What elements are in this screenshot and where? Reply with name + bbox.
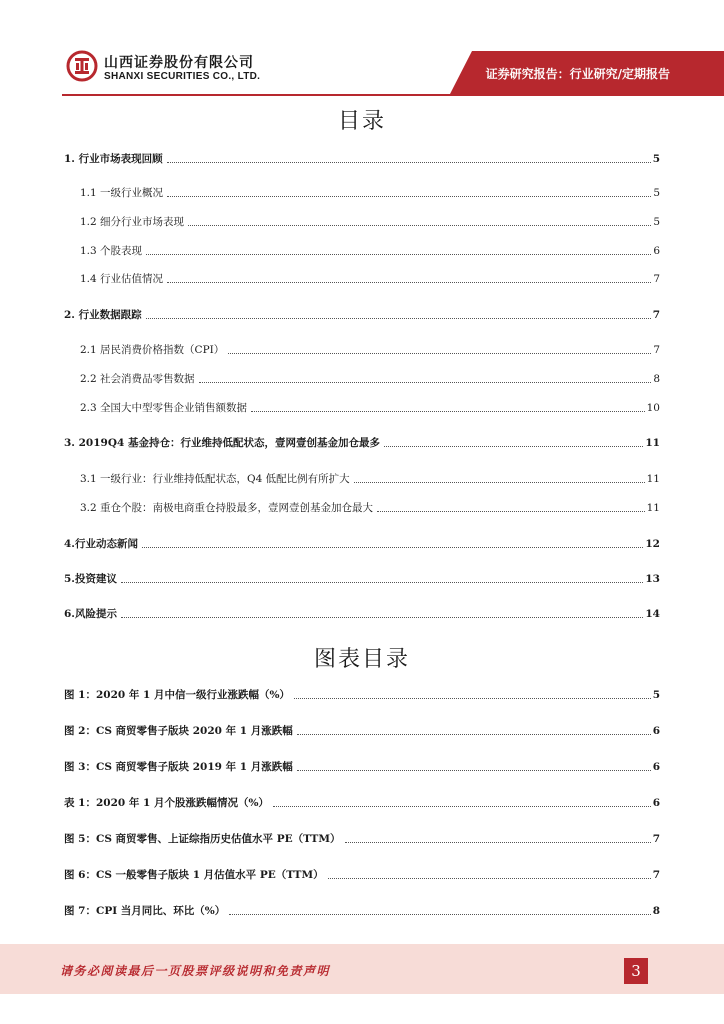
figure-entry-text: 图 7：CPI 当月同比、环比（%） (64, 905, 226, 917)
toc-entry-page: 5 (653, 216, 660, 228)
toc-entry-text: 1.3 个股表现 (80, 245, 143, 257)
toc-entry-page: 5 (652, 153, 660, 165)
figure-entry[interactable] (64, 722, 660, 738)
toc-entry[interactable] (64, 434, 660, 450)
toc-entry[interactable] (80, 499, 660, 515)
toc-entry-page: 5 (653, 187, 660, 199)
toc-entry-page: 7 (652, 309, 660, 321)
toc-entry-page: 11 (646, 473, 660, 485)
figure-entry-page: 6 (652, 797, 660, 809)
toc-entry-page: 11 (645, 437, 660, 449)
toc-entry-page: 8 (653, 373, 660, 385)
toc-entry-text: 3.2 重仓个股：南极电商重仓持股最多，壹网壹创基金加仓最大 (80, 502, 374, 514)
report-type-label: 证券研究报告：行业研究/定期报告 (485, 67, 670, 81)
toc-title: 目录 (337, 109, 386, 134)
disclaimer-text: 请务必阅读最后一页股票评级说明和免责声明 (60, 964, 331, 978)
figure-entry[interactable] (64, 794, 660, 810)
toc-entry[interactable] (80, 270, 660, 286)
toc-entry[interactable] (64, 605, 660, 621)
toc-entry-page: 12 (645, 538, 660, 550)
header-divider (62, 94, 724, 96)
figure-entry-text: 表 1：2020 年 1 月个股涨跌幅情况（%） (64, 797, 269, 809)
toc-entry-page: 7 (653, 344, 660, 356)
company-name-cn: 山西证券股份有限公司 (104, 55, 254, 71)
toc-entry-text: 2.2 社会消费品零售数据 (80, 373, 195, 385)
toc-entry[interactable] (80, 184, 660, 200)
toc-entry[interactable] (64, 535, 660, 551)
toc-entry-text: 6.风险提示 (64, 608, 117, 620)
company-logo-icon (66, 50, 98, 82)
toc-entry-text: 5.投资建议 (64, 573, 117, 585)
toc-entry-page: 14 (645, 608, 660, 620)
figure-entry-page: 7 (652, 833, 660, 845)
figure-entry-text: 图 3：CS 商贸零售子版块 2019 年 1 月涨跌幅 (64, 761, 293, 773)
toc-entry[interactable] (80, 399, 660, 415)
toc-entry[interactable] (80, 341, 660, 357)
toc-entry[interactable] (64, 306, 660, 322)
toc-entry-page: 11 (646, 502, 660, 514)
toc-entry-text: 1.2 细分行业市场表现 (80, 216, 185, 228)
toc-entry[interactable] (64, 570, 660, 586)
figure-entry-text: 图 6：CS 一般零售子版块 1 月估值水平 PE（TTM） (64, 869, 324, 881)
toc-entry-text: 2. 行业数据跟踪 (64, 309, 142, 321)
figure-entry-page: 6 (652, 761, 660, 773)
figure-entry-text: 图 2：CS 商贸零售子版块 2020 年 1 月涨跌幅 (64, 725, 293, 737)
toc-entry-text: 2.1 居民消费价格指数（CPI） (80, 344, 225, 356)
toc-entry-text: 1.1 一级行业概况 (80, 187, 164, 199)
figure-entry-text: 图 1：2020 年 1 月中信一级行业涨跌幅（%） (64, 689, 290, 701)
figures-title: 图表目录 (313, 647, 410, 672)
page-number: 3 (624, 958, 648, 984)
figure-entry[interactable] (64, 830, 660, 846)
figure-entry[interactable] (64, 866, 660, 882)
toc-entry-text: 4.行业动态新闻 (64, 538, 138, 550)
toc-entry-text: 3. 2019Q4 基金持仓：行业维持低配状态，壹网壹创基金加仓最多 (64, 437, 380, 449)
toc-entry[interactable] (80, 470, 660, 486)
toc-entry[interactable] (80, 242, 660, 258)
toc-entry-page: 6 (653, 245, 660, 257)
company-name-en: SHANXI SECURITIES CO., LTD. (104, 71, 261, 82)
toc-entry-text: 1. 行业市场表现回顾 (64, 153, 163, 165)
figure-entry[interactable] (64, 686, 660, 702)
figure-entry-page: 7 (652, 869, 660, 881)
toc-entry[interactable] (64, 150, 660, 166)
figure-entry-page: 8 (652, 905, 660, 917)
page-header (0, 0, 724, 100)
toc-entry[interactable] (80, 370, 660, 386)
toc-entry-text: 3.1 一级行业：行业维持低配状态，Q4 低配比例有所扩大 (80, 473, 350, 485)
toc-entry-text: 2.3 全国大中型零售企业销售额数据 (80, 402, 248, 414)
figure-entry-text: 图 5：CS 商贸零售、上证综指历史估值水平 PE（TTM） (64, 833, 341, 845)
toc-entry-page: 13 (645, 573, 660, 585)
figure-entry-page: 5 (652, 689, 660, 701)
toc-entry-text: 1.4 行业估值情况 (80, 273, 164, 285)
figure-entry[interactable] (64, 758, 660, 774)
figure-entry[interactable] (64, 902, 660, 918)
figure-entry-page: 6 (652, 725, 660, 737)
toc-entry-page: 7 (653, 273, 660, 285)
toc-entry-page: 10 (646, 402, 660, 414)
toc-entry[interactable] (80, 213, 660, 229)
